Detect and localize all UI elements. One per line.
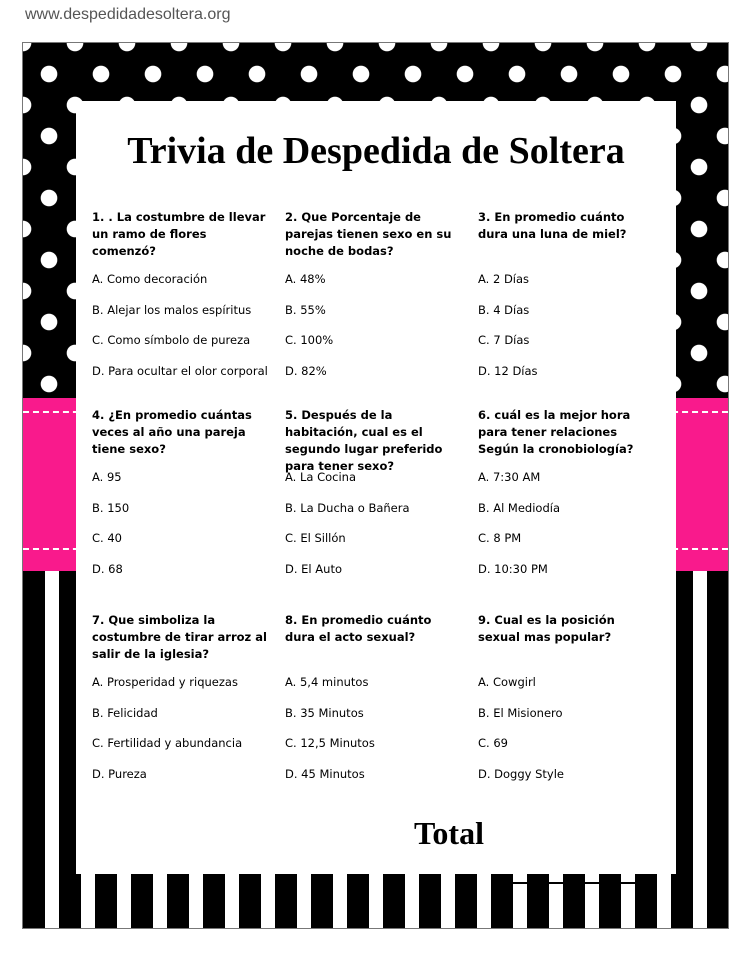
question-9 [478,612,658,796]
option-c: C. Fertilidad y abundancia [92,736,243,750]
option-a: A. 95 [92,470,122,484]
option-a: A. La Cocina [285,470,357,484]
option-b: B. Felicidad [92,705,158,720]
question-6 [478,407,658,591]
option-d: D. 45 Minutos [285,766,365,781]
polka-dot-frame [22,42,729,929]
question-2 [285,209,465,393]
option-c: C. 40 [92,531,122,545]
option-b: B. El Misionero [478,705,563,720]
question-8 [285,612,465,796]
question-text: 9. Cual es la posición sexual mas popular? [478,613,615,644]
option-d: D. 68 [92,561,123,576]
question-text: 4. ¿En promedio cuántas veces al año una pareja tiene sexo? [92,408,252,456]
question-text: 3. En promedio cuánto dura una luna de miel? [478,210,627,241]
option-d: D. 82% [285,363,327,378]
page-title: Trivia de Despedida de Soltera [127,130,625,172]
question-5 [285,407,465,591]
option-b: B. La Ducha o Bañera [285,500,410,515]
question-7 [92,612,272,796]
option-c: C. 8 PM [478,531,522,545]
option-c: C. 69 [478,736,508,750]
option-c: C. 12,5 Minutos [285,736,375,750]
option-d: D. Pureza [92,766,147,781]
question-3 [478,209,658,393]
option-c: C. Como símbolo de pureza [92,333,251,347]
option-c: C. El Sillón [285,531,346,545]
option-d: D. 12 Días [478,363,538,378]
option-d: D. Doggy Style [478,766,565,781]
option-a: A. Prosperidad y riquezas [92,675,238,689]
question-4 [92,407,272,591]
option-d: D. 10:30 PM [478,561,548,576]
option-a: A. 5,4 minutos [285,675,369,689]
site-url: www.despedidadesoltera.org [25,6,231,23]
option-b: B. 4 Días [478,302,530,317]
total-label: Total [414,815,484,851]
option-a: A. Como decoración [92,272,208,286]
option-b: B. Al Mediodía [478,500,560,515]
question-text: 5. Después de la habitación, cual es el segundo lugar preferido para tener sexo? [285,408,443,473]
option-d: D. El Auto [285,561,342,576]
option-c: C. 7 Días [478,333,530,347]
option-a: A. 2 Días [478,272,530,286]
question-1 [92,209,272,393]
option-d: D. Para ocultar el olor corporal [92,363,268,378]
option-b: B. 35 Minutos [285,705,364,720]
question-text: 6. cuál es la mejor hora para tener relaciones Según la cronobiología? [478,408,634,456]
question-text: 8. En promedio cuánto dura el acto sexual? [285,613,432,644]
total-answer-line[interactable] [502,882,654,884]
question-text: 2. Que Porcentaje de parejas tienen sexo en su noche de bodas? [285,210,452,258]
option-b: B. Alejar los malos espíritus [92,302,252,317]
trivia-sheet [76,101,676,874]
option-b: B. 55% [285,302,326,317]
option-c: C. 100% [285,333,334,347]
option-b: B. 150 [92,500,130,515]
question-text: 7. Que simboliza la costumbre de tirar arroz al salir de la iglesia? [92,613,267,661]
question-text: 1. . La costumbre de llevar un ramo de flores comenzó? [92,210,266,258]
option-a: A. 7:30 AM [478,470,541,484]
option-a: A. 48% [285,272,326,286]
option-a: A. Cowgirl [478,675,536,689]
